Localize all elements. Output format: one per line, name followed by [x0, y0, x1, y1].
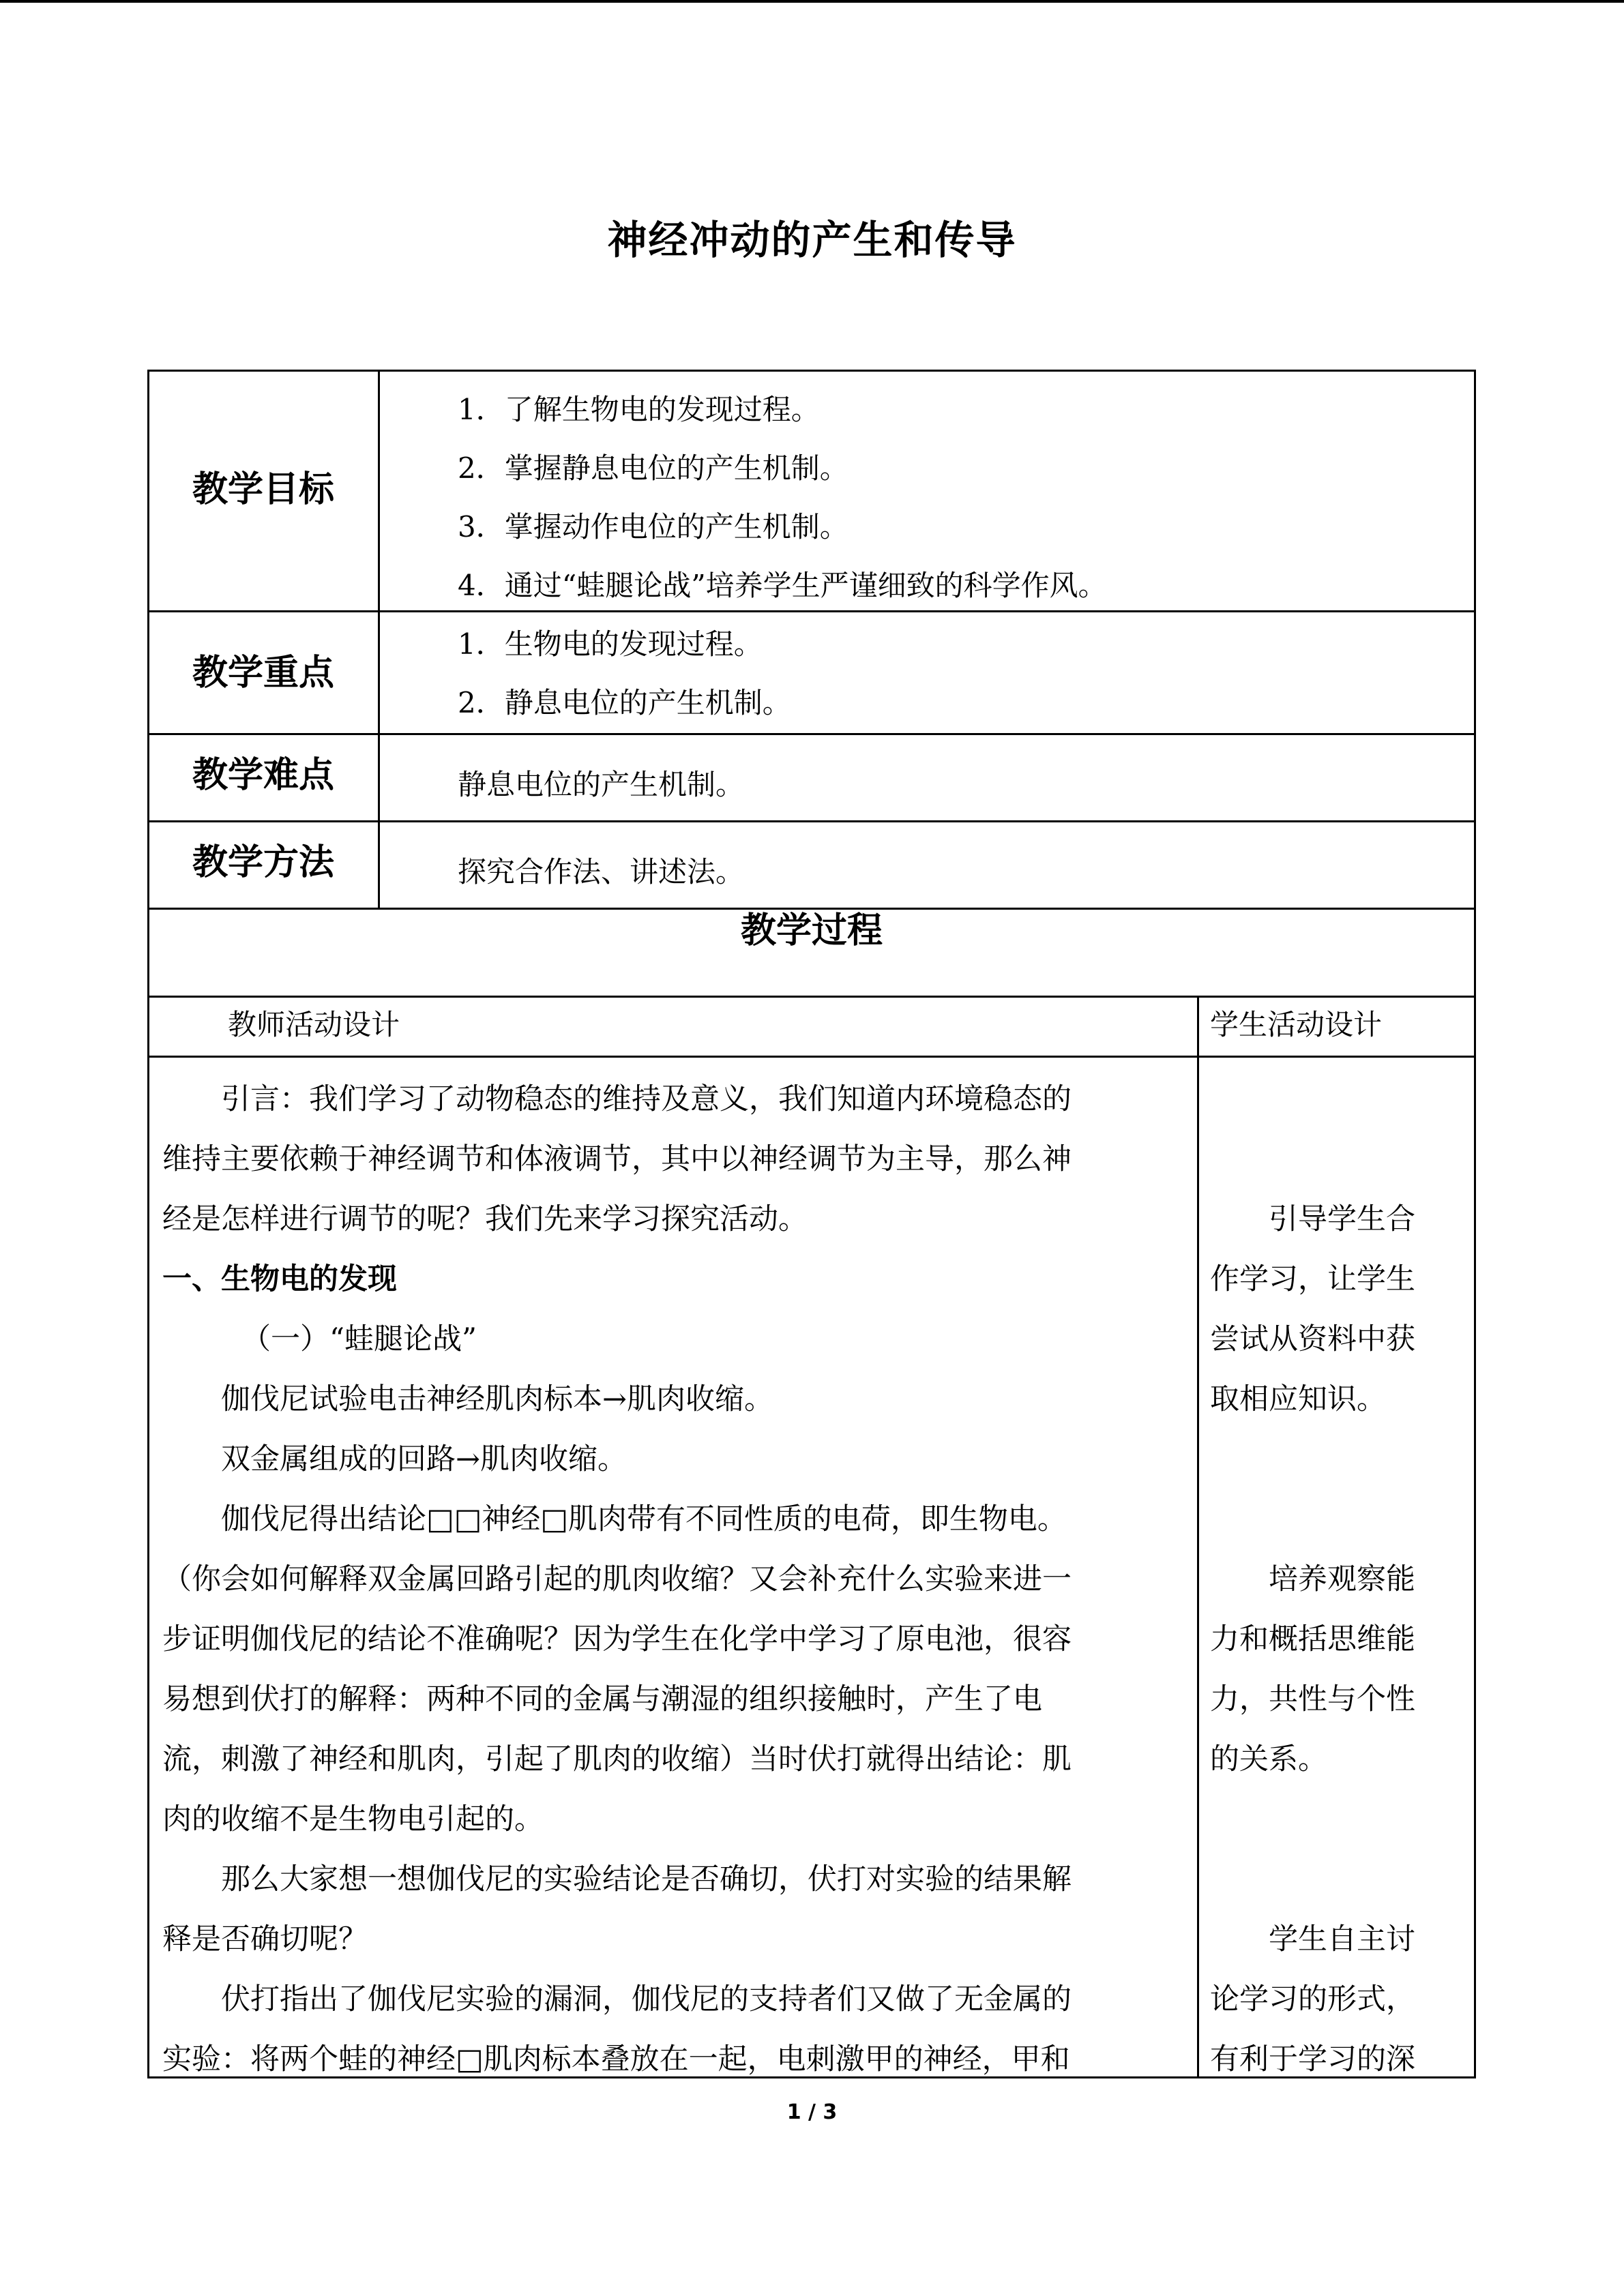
note-line: 引导学生合 [1269, 1202, 1415, 1236]
teacher-activity-text [162, 1069, 1349, 2089]
row-divider [147, 820, 1476, 822]
difficulty-label: 教学难点 [192, 755, 334, 796]
note-line: 取相应知识。 [1210, 1382, 1386, 1416]
page-top-border [0, 0, 1624, 3]
paragraph-line: 双金属组成的回路→肌肉收缩。 [221, 1442, 628, 1476]
row-divider [147, 733, 1476, 735]
note-line: 论学习的形式， [1210, 1982, 1415, 2016]
label-column-divider [378, 370, 380, 910]
objective-item: 4．通过“蛙腿论战”培养学生严谨细致的科学作风。 [458, 569, 1107, 602]
key-point-item: 2．静息电位的产生机制。 [458, 686, 791, 719]
paragraph-line: 经是怎样进行调节的呢？我们先来学习探究活动。 [162, 1202, 808, 1236]
paragraph-line: 释是否确切呢？ [162, 1922, 368, 1956]
note-line: 有利于学习的深 [1210, 2042, 1415, 2076]
row-divider [147, 996, 1476, 998]
note-line: 力和概括思维能 [1210, 1622, 1415, 1656]
paragraph-line: 流，刺激了神经和肌肉，引起了肌肉的收缩）当时伏打就得出结论：肌 [162, 1742, 1072, 1776]
paragraph-line: 步证明伽伐尼的结论不准确呢？因为学生在化学中学习了原电池，很容 [162, 1622, 1072, 1656]
student-note [1210, 1549, 1462, 1789]
section-heading: 一、生物电的发现 [162, 1262, 397, 1296]
note-line: 尝试从资料中获 [1210, 1322, 1415, 1356]
row-divider [147, 1056, 1476, 1058]
subsection-heading: （一）“蛙腿论战” [241, 1322, 477, 1356]
page-title: 神经冲动的产生和传导 [607, 217, 1017, 263]
student-note [1210, 1909, 1462, 2089]
paragraph-line: （你会如何解释双金属回路引起的肌肉收缩？又会补充什么实验来进一 [162, 1562, 1072, 1596]
objective-item: 1．了解生物电的发现过程。 [458, 393, 820, 426]
objective-item: 2．掌握静息电位的产生机制。 [458, 451, 848, 485]
row-divider [147, 908, 1476, 910]
student-note [1210, 1189, 1462, 1429]
table-border-left [147, 370, 149, 2078]
paragraph-line: 维持主要依赖于神经调节和体液调节，其中以神经调节为主导，那么神 [162, 1142, 1072, 1176]
teacher-activity-header: 教师活动设计 [228, 1008, 400, 1041]
student-activity-header: 学生活动设计 [1210, 1008, 1383, 1041]
objective-item: 3．掌握动作电位的产生机制。 [458, 510, 848, 543]
paragraph-line: 易想到伏打的解释：两种不同的金属与潮湿的组织接触时，产生了电 [162, 1682, 1042, 1716]
row-divider [147, 610, 1476, 612]
difficulty-text: 静息电位的产生机制。 [458, 768, 745, 801]
paragraph-line: 那么大家想一想伽伐尼的实验结论是否确切，伏打对实验的结果解 [221, 1862, 1072, 1896]
method-text: 探究合作法、讲述法。 [458, 855, 745, 889]
paragraph-line: 伽伐尼得出结论□□神经□肌肉带有不同性质的电荷，即生物电。 [221, 1502, 1067, 1536]
page-number: 1 / 3 [786, 2100, 838, 2124]
method-label: 教学方法 [192, 842, 334, 883]
key-point-item: 1．生物电的发现过程。 [458, 627, 763, 661]
note-line: 培养观察能 [1269, 1562, 1415, 1596]
paragraph-line: 引言：我们学习了动物稳态的维持及意义，我们知道内环境稳态的 [221, 1082, 1072, 1116]
key-points-label: 教学重点 [192, 653, 334, 694]
paragraph-line: 伏打指出了伽伐尼实验的漏洞，伽伐尼的支持者们又做了无金属的 [221, 1982, 1072, 2016]
objectives-label: 教学目标 [192, 469, 334, 510]
note-line: 作学习，让学生 [1210, 1262, 1415, 1296]
paragraph-line: 伽伐尼试验电击神经肌肉标本→肌肉收缩。 [221, 1382, 774, 1416]
note-line: 的关系。 [1210, 1742, 1327, 1776]
process-heading: 教学过程 [740, 910, 883, 951]
paragraph-line: 肉的收缩不是生物电引起的。 [162, 1802, 544, 1836]
table-border-top [147, 370, 1476, 372]
note-line: 学生自主讨 [1269, 1922, 1415, 1956]
lesson-plan-table [147, 370, 1476, 2078]
paragraph-line: 实验：将两个蛙的神经□肌肉标本叠放在一起，电刺激甲的神经，甲和 [162, 2042, 1070, 2076]
note-line: 力，共性与个性 [1210, 1682, 1415, 1716]
table-border-right [1474, 370, 1476, 2078]
